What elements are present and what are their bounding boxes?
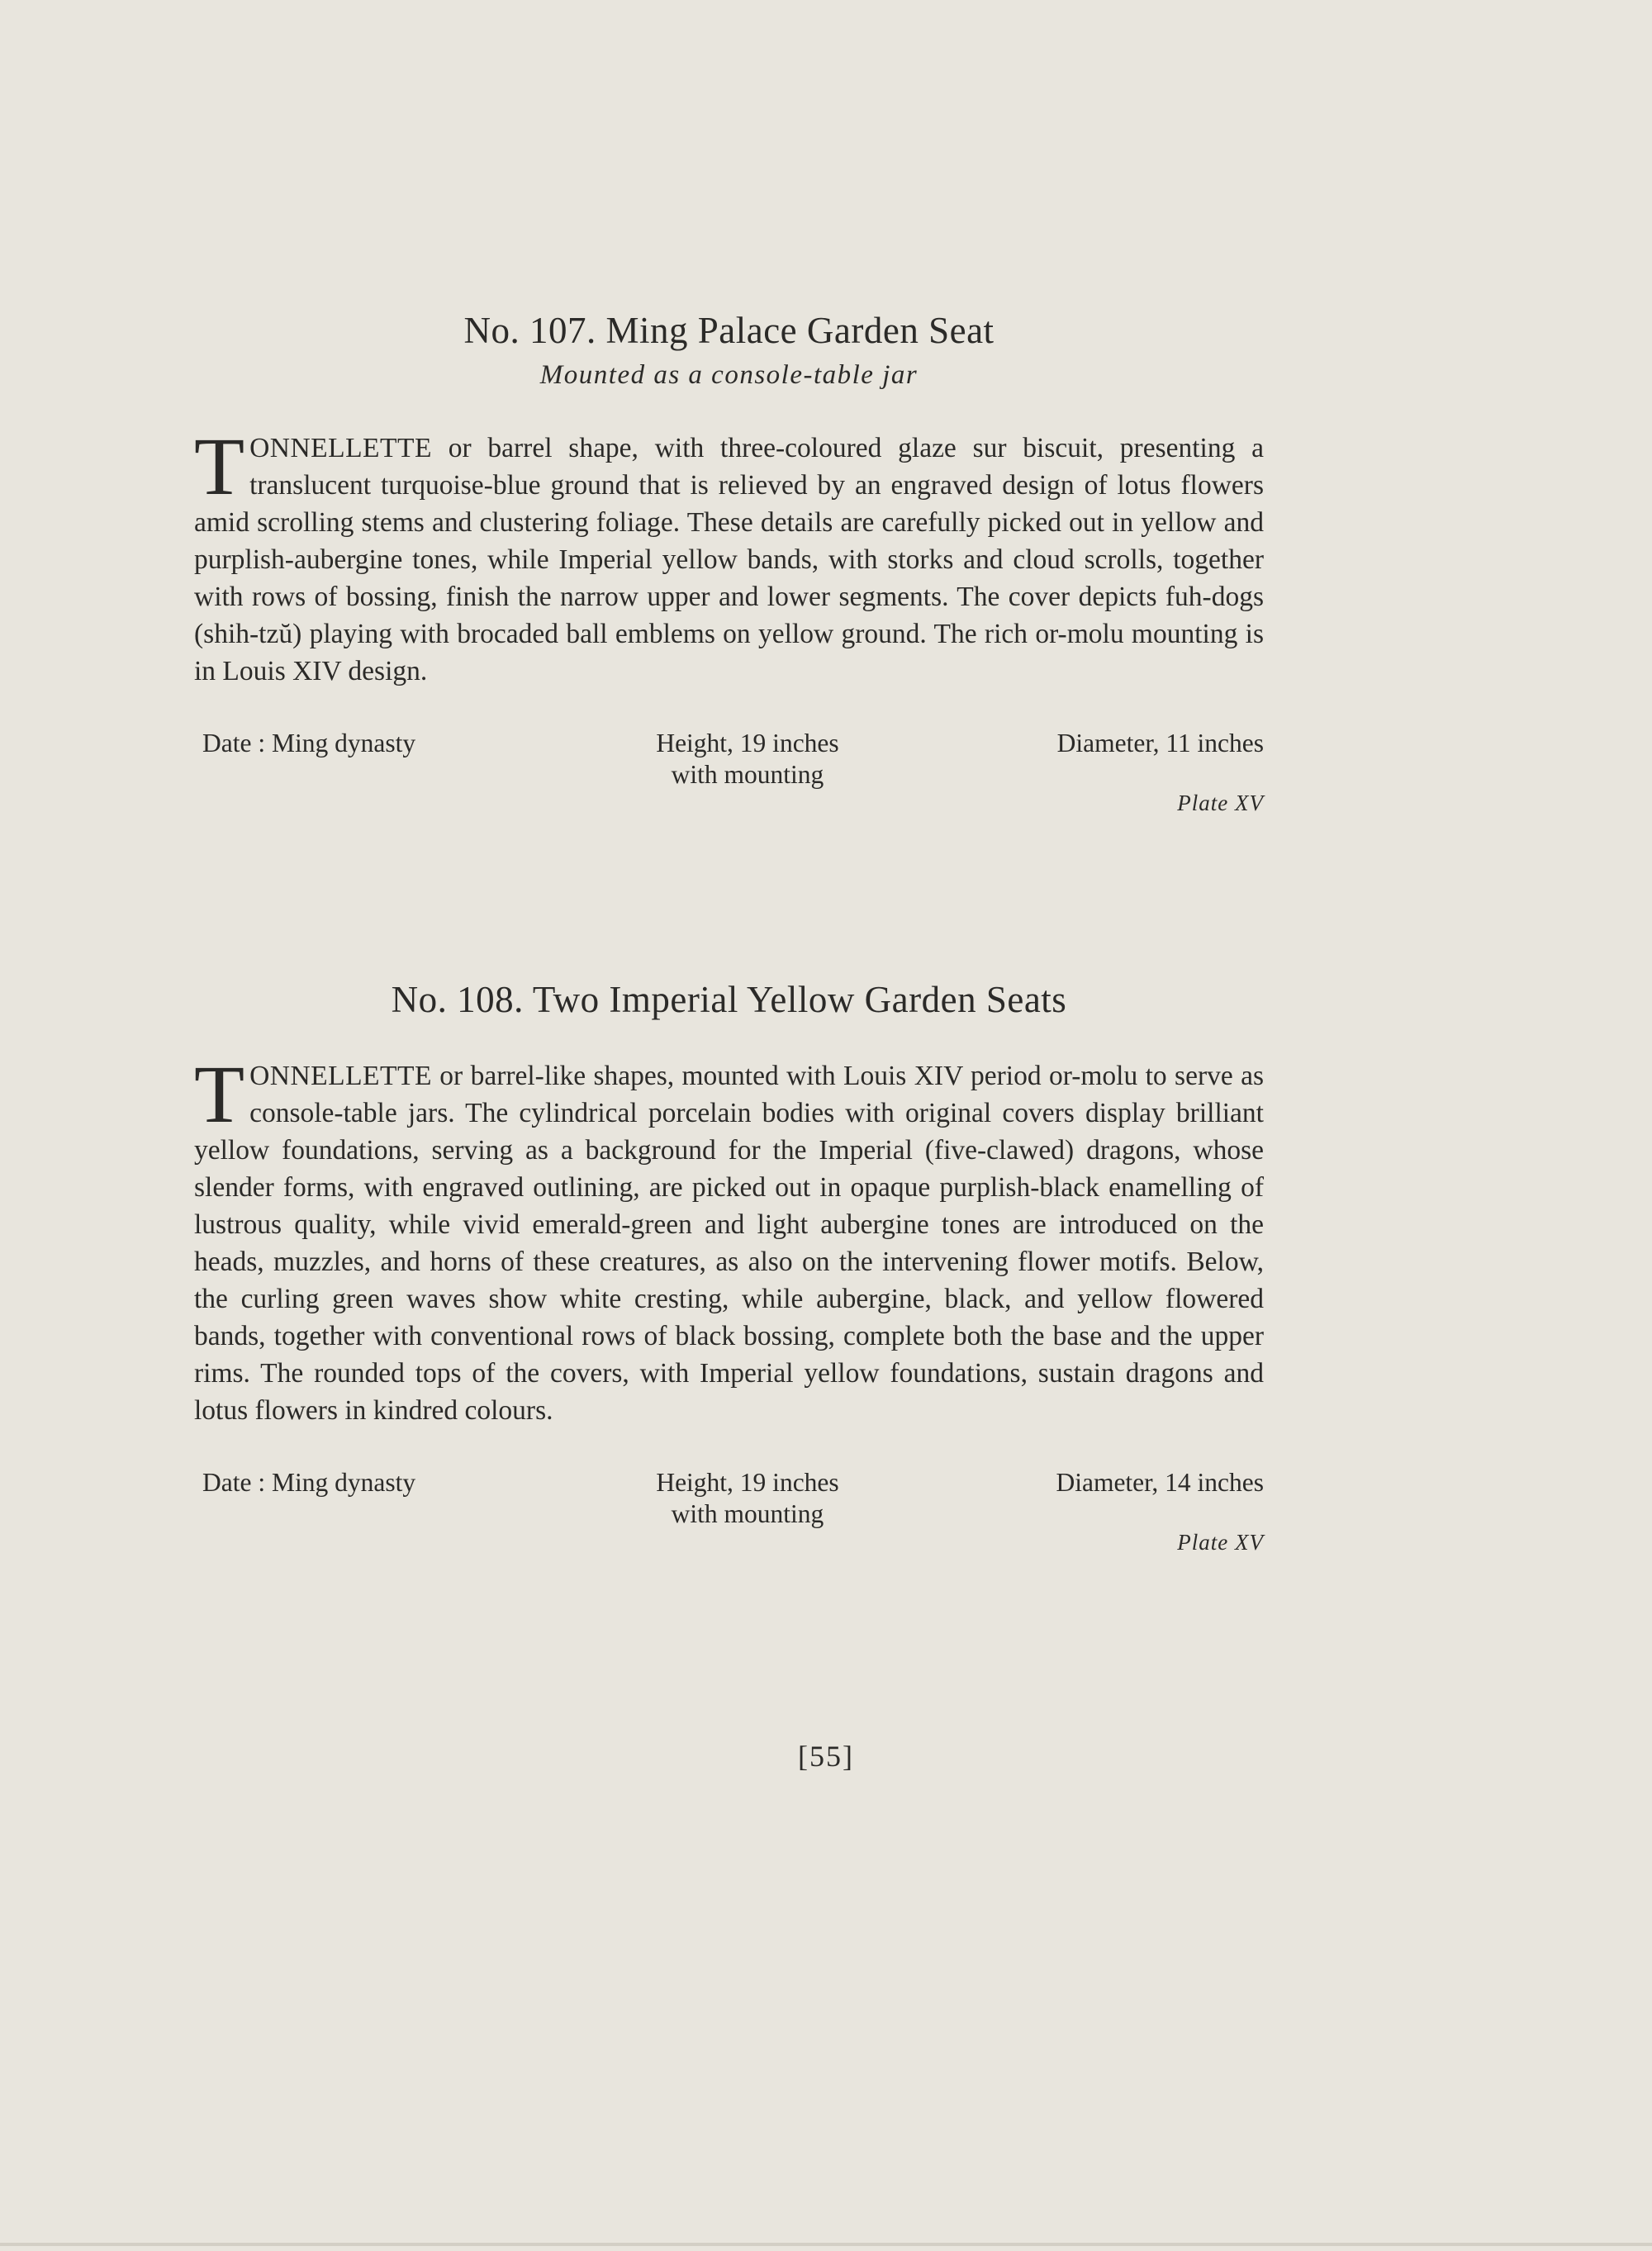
lead-word: ONNELLETTE — [249, 433, 432, 463]
height-note: with mounting — [671, 1499, 824, 1528]
entry-subtitle: Mounted as a console-table jar — [539, 360, 919, 390]
entry-details — [194, 1467, 1264, 1558]
drop-cap: T — [194, 420, 245, 512]
height-value: Height, 19 inches — [656, 1468, 839, 1497]
description-text: or barrel shape, with three-coloured glaze sur biscuit, presenting a translucent turquoise-blue ground that is relieved by an engraved design of lotus flowers amid scrolling stems and clustering foliage. These details are carefully picked out in yellow and purplish-aubergine tones, while Imperial yellow bands, with storks and cloud scrolls, together with rows of bossing, finish the narrow upper and lower segments. The cover depicts fuh-dogs (shih-tzŭ) playing with brocaded ball emblems on yellow ground. The rich or-molu mounting is in Louis XIV design. — [194, 433, 1264, 686]
description-text: or barrel-like shapes, mounted with Louis XIV period or-molu to serve as console-table jars. The cylindrical porcelain bodies with original covers display brilliant yellow foundations, serving as a background for the Imperial (five-clawed) dragons, whose slender forms, with engraved outlining, are picked out in opaque purplish-black enamelling of lustrous quality, while vivid emerald-green and light aubergine tones are introduced on the heads, muzzles, and horns of these creatures, as also on the intervening flower motifs. Below, the curling green waves show white cresting, while aubergine, black, and yellow flowered bands, together with conventional rows of black bossing, complete both the base and the upper rims. The rounded tops of the covers, with Imperial yellow foundations, sustain dragons and lotus flowers in kindred colours. — [194, 1061, 1264, 1426]
plate-reference: Plate XV — [1177, 791, 1264, 815]
entry-description — [194, 1048, 1264, 1429]
lead-word: ONNELLETTE — [249, 1061, 432, 1091]
drop-cap: T — [194, 1048, 245, 1140]
entry-107 — [194, 306, 1264, 819]
page-number: [55] — [798, 1740, 854, 1773]
entry-title: No. 107. Ming Palace Garden Seat — [463, 310, 995, 351]
height-value: Height, 19 inches — [656, 729, 839, 757]
page-edge — [0, 2243, 1652, 2246]
diameter-label: Diameter, 14 inches — [1056, 1468, 1264, 1497]
entry-description — [194, 420, 1264, 690]
diameter-label: Diameter, 11 inches — [1056, 729, 1264, 757]
height-label — [611, 728, 884, 791]
plate-reference: Plate XV — [1177, 1530, 1264, 1555]
date-label: Date : Ming dynasty — [202, 1468, 416, 1497]
entry-title: No. 108. Two Imperial Yellow Garden Seats — [391, 979, 1067, 1020]
height-label — [611, 1467, 884, 1530]
entry-details — [194, 728, 1264, 819]
entry-108 — [194, 975, 1264, 1558]
height-note: with mounting — [671, 760, 824, 789]
date-label: Date : Ming dynasty — [202, 729, 416, 757]
